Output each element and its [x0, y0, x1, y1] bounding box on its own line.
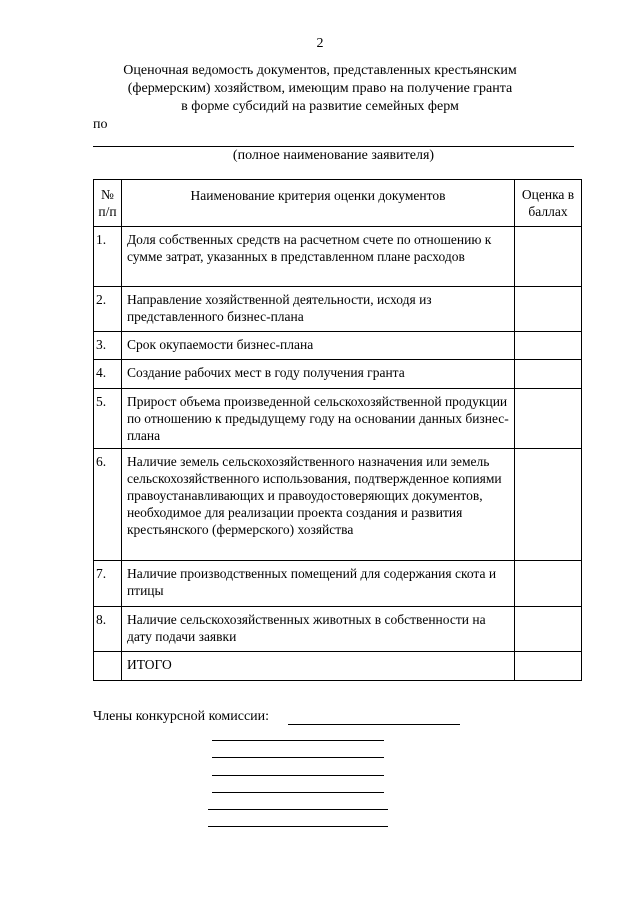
header-num: № п/п	[94, 180, 122, 227]
title-line-2: (фермерским) хозяйством, имеющим право на получение гранта	[127, 81, 513, 96]
row-num: 7.	[94, 561, 122, 607]
row-num: 6.	[94, 449, 122, 561]
criteria-table	[93, 179, 582, 681]
row-score	[515, 227, 582, 287]
row-criterion: Прирост объема произведенной сельскохозяйственной продукции по отношению к предыдущему году на основании данных бизнес-плана	[121, 389, 514, 449]
table-row	[94, 389, 582, 449]
row-score	[515, 360, 582, 389]
row-score	[515, 607, 582, 652]
row-num: 2.	[94, 287, 122, 332]
row-score	[515, 287, 582, 332]
row-score	[515, 561, 582, 607]
page-number: 2	[316, 36, 324, 51]
commission-signature-line	[288, 724, 460, 725]
table-row	[94, 287, 582, 332]
table-row	[94, 607, 582, 652]
signature-line-5	[208, 809, 388, 810]
title-line-3: в форме субсидий на развитие семейных ферм	[181, 99, 459, 114]
row-score	[515, 389, 582, 449]
row-num: 1.	[94, 227, 122, 287]
row-criterion: Направление хозяйственной деятельности, исходя из представленного бизнес-плана	[121, 287, 514, 332]
total-score	[515, 652, 582, 681]
applicant-caption: (полное наименование заявителя)	[232, 148, 435, 163]
row-criterion: Доля собственных средств на расчетном счете по отношению к сумме затрат, указанных в представленном плане расходов	[121, 227, 514, 287]
total-num-cell	[94, 652, 122, 681]
title-line-1: Оценочная ведомость документов, представленных крестьянским	[123, 63, 517, 78]
row-criterion: Наличие земель сельскохозяйственного назначения или земель сельскохозяйственного использования, подтвержденное копиями правоустанавливающих и правоудостоверяющих документов, необходимое для реализации проекта создания и развития крестьянского (фермерского) хозяйства	[121, 449, 514, 561]
table-total-row	[94, 652, 582, 681]
signature-line-2	[212, 757, 384, 758]
header-name: Наименование критерия оценки документов	[121, 180, 514, 227]
total-label: ИТОГО	[121, 652, 514, 681]
applicant-prefix: по	[93, 117, 108, 132]
row-num: 5.	[94, 389, 122, 449]
table-row	[94, 449, 582, 561]
signature-line-3	[212, 775, 384, 776]
row-num: 3.	[94, 332, 122, 360]
row-num: 4.	[94, 360, 122, 389]
document-title	[100, 62, 540, 116]
header-score: Оценка в баллах	[515, 180, 582, 227]
commission-label: Члены конкурсной комиссии:	[93, 709, 270, 724]
table-header-row	[94, 180, 582, 227]
signature-line-1	[212, 740, 384, 741]
table-row	[94, 561, 582, 607]
row-criterion: Наличие производственных помещений для содержания скота и птицы	[121, 561, 514, 607]
table-row	[94, 360, 582, 389]
row-score	[515, 332, 582, 360]
row-criterion: Срок окупаемости бизнес-плана	[121, 332, 514, 360]
row-criterion: Создание рабочих мест в году получения гранта	[121, 360, 514, 389]
table-row	[94, 227, 582, 287]
row-criterion: Наличие сельскохозяйственных животных в собственности на дату подачи заявки	[121, 607, 514, 652]
table-row	[94, 332, 582, 360]
signature-line-4	[212, 792, 384, 793]
row-score	[515, 449, 582, 561]
applicant-name-line	[93, 146, 574, 147]
row-num: 8.	[94, 607, 122, 652]
signature-line-6	[208, 826, 388, 827]
